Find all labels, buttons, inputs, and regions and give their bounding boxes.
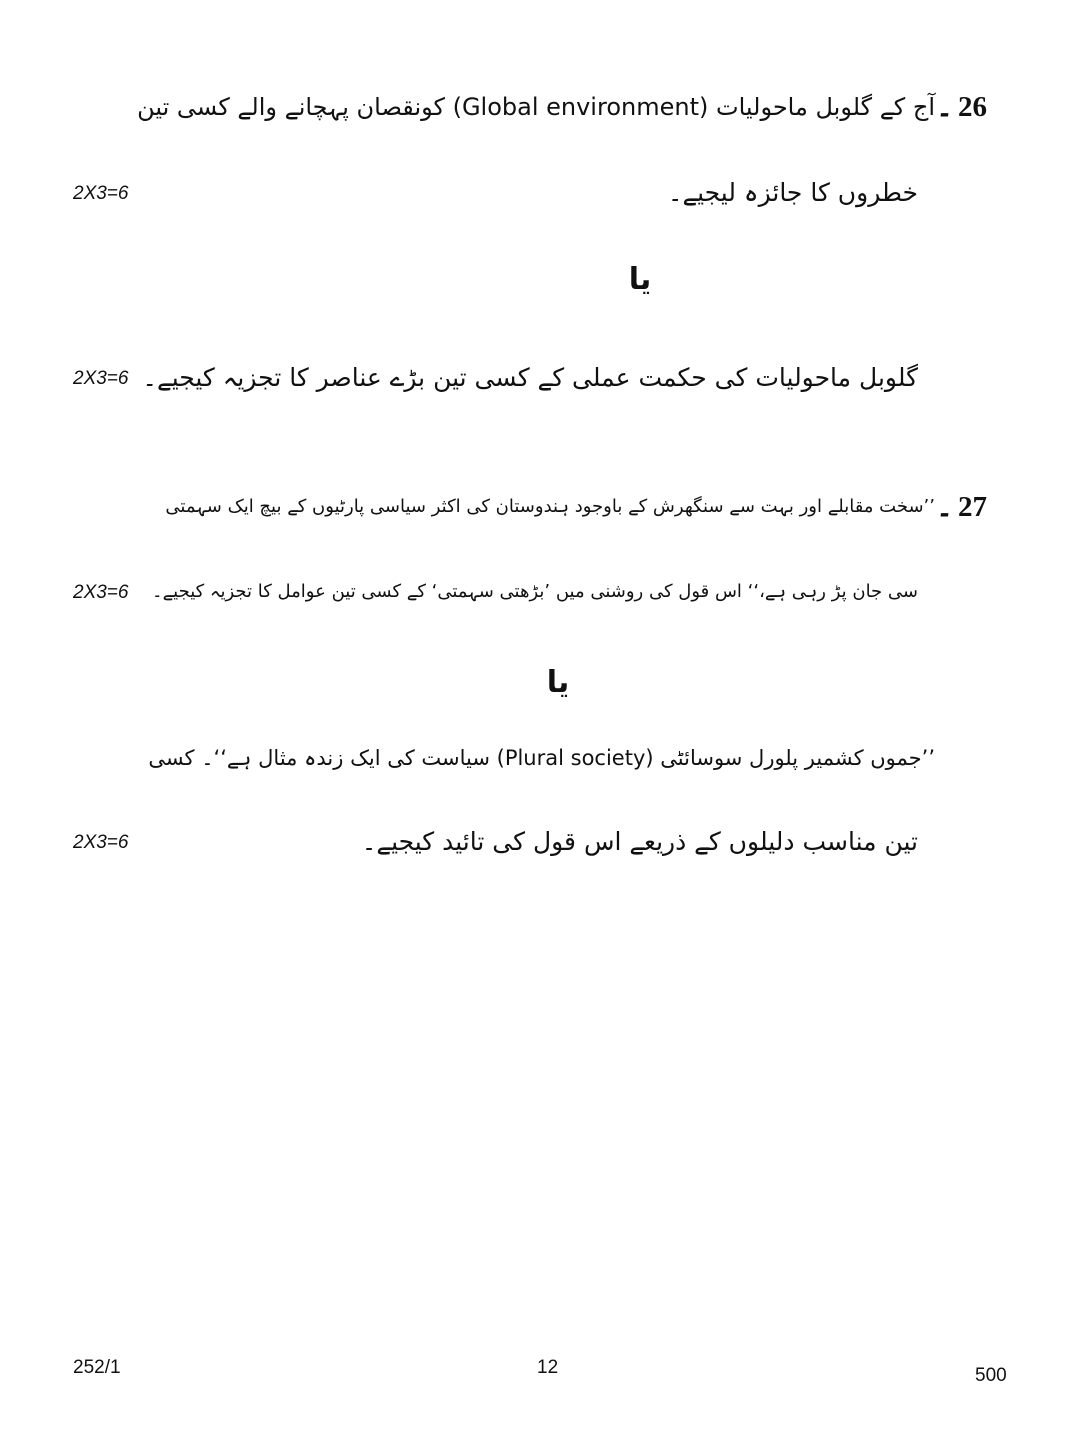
question-27-marks: 2X3=6 bbox=[73, 582, 129, 603]
right-code: 500 bbox=[975, 1365, 1007, 1386]
question-27-alt-line-2: تین مناسب دلیلوں کے ذریعے اس قول کی تائید کیجیے۔ bbox=[361, 827, 918, 856]
question-number-27: 27 bbox=[958, 491, 987, 523]
or-separator-27: یا bbox=[546, 665, 570, 700]
paper-code: 252/1 bbox=[73, 1357, 121, 1378]
question-number-dash-27: ۔ bbox=[936, 491, 953, 523]
page-number: 12 bbox=[537, 1357, 559, 1378]
question-27-line-2: سی جان پڑ رہی ہے،‘‘ اس قول کی روشنی میں ’بڑھتی سہمتی‘ کے کسی تین عوامل کا تجزیہ کیجیے۔ bbox=[152, 581, 918, 602]
question-26-marks: 2X3=6 bbox=[73, 183, 129, 204]
question-26-alt-line-1: گلوبل ماحولیات کی حکمت عملی کے کسی تین بڑے عناصر کا تجزیہ کیجیے۔ bbox=[142, 363, 918, 392]
question-number-dash-26: ۔ bbox=[936, 91, 953, 123]
question-27-alt-marks: 2X3=6 bbox=[73, 832, 129, 853]
question-26-line-2: خطروں کا جائزہ لیجیے۔ bbox=[667, 178, 918, 207]
or-separator-26: یا bbox=[628, 262, 652, 297]
question-27-alt-line-1: ’’جموں کشمیر پلورل سوسائٹی (Plural society) سیاست کی ایک زندہ مثال ہے‘‘۔ کسی bbox=[148, 746, 935, 770]
question-27-line-1: ’’سخت مقابلے اور بہت سے سنگھرش کے باوجود ہندوستان کی اکثر سیاسی پارٹیوں کے بیچ ایک سہمتی bbox=[165, 496, 935, 517]
question-26-line-1: آج کے گلوبل ماحولیات (Global environment) کونقصان پہچانے والے کسی تین bbox=[137, 93, 935, 121]
question-number-26: 26 bbox=[958, 91, 987, 123]
question-26-alt-marks: 2X3=6 bbox=[73, 368, 129, 389]
